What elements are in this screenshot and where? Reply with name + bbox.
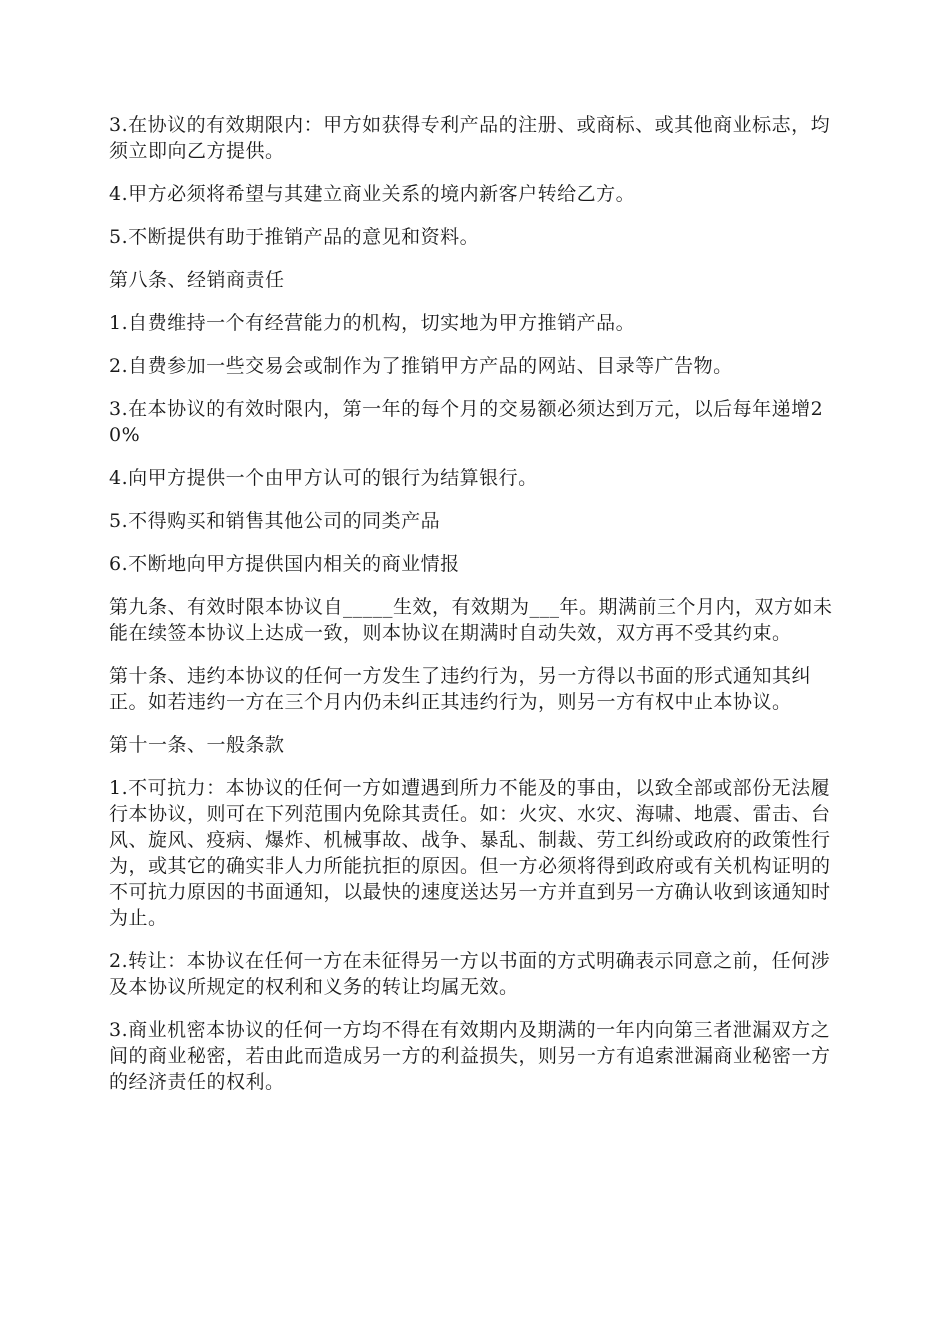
clause-7-item-5: 5.不断提供有助于推销产品的意见和资料。 <box>109 226 480 248</box>
clause-9: 第九条、有效时限本协议自_____生效，有效期为___年。期满前三个月内，双方如未能在续签本协议上达成一致，则本协议在期满时自动失效，双方再不受其约束。 <box>109 596 833 644</box>
clause-8-item-5: 5.不得购买和销售其他公司的同类产品 <box>109 510 441 532</box>
clause-7-item-4: 4.甲方必须将希望与其建立商业关系的境内新客户转给乙方。 <box>109 183 636 205</box>
document-page <box>109 112 849 1112</box>
clause-8-item-2: 2.自费参加一些交易会或制作为了推销甲方产品的网站、目录等广告物。 <box>109 355 733 377</box>
clause-11-item-2: 2.转让：本协议在任何一方在未征得另一方以书面的方式明确表示同意之前，任何涉及本协议所规定的权利和义务的转让均属无效。 <box>109 950 831 998</box>
clause-8-item-4: 4.向甲方提供一个由甲方认可的银行为结算银行。 <box>109 467 538 489</box>
clause-8-item-3: 3.在本协议的有效时限内，第一年的每个月的交易额必须达到万元，以后每年递增20% <box>109 398 824 446</box>
clause-7-item-3: 3.在协议的有效期限内：甲方如获得专利产品的注册、或商标、或其他商业标志，均须立即向乙方提供。 <box>109 114 831 162</box>
clause-8-item-6: 6.不断地向甲方提供国内相关的商业情报 <box>109 553 460 575</box>
clause-10: 第十条、违约本协议的任何一方发生了违约行为，另一方得以书面的形式通知其纠正。如若违约一方在三个月内仍未纠正其违约行为，则另一方有权中止本协议。 <box>109 665 812 713</box>
clause-11-item-1: 1.不可抗力：本协议的任何一方如遭遇到所力不能及的事由，以致全部或部份无法履行本协议，则可在下列范围内免除其责任。如：火灾、水灾、海啸、地震、雷击、台风、旋风、疫病、爆炸、机械事故、战争、暴乱、制裁、劳工纠纷或政府的政策性行为，或其它的确实非人力所能抗拒的原因。但一方必须将得到政府或有关机构证明的不可抗力原因的书面通知，以最快的速度送达另一方并直到另一方确认收到该通知时为止。 <box>109 777 831 929</box>
clause-11-heading: 第十一条、一般条款 <box>109 734 285 756</box>
clause-8-heading: 第八条、经销商责任 <box>109 269 285 291</box>
clause-11-item-3: 3.商业机密本协议的任何一方均不得在有效期内及期满的一年内向第三者泄漏双方之间的商业秘密，若由此而造成另一方的利益损失，则另一方有追索泄漏商业秘密一方的经济责任的权利。 <box>109 1019 831 1093</box>
clause-8-item-1: 1.自费维持一个有经营能力的机构，切实地为甲方推销产品。 <box>109 312 636 334</box>
